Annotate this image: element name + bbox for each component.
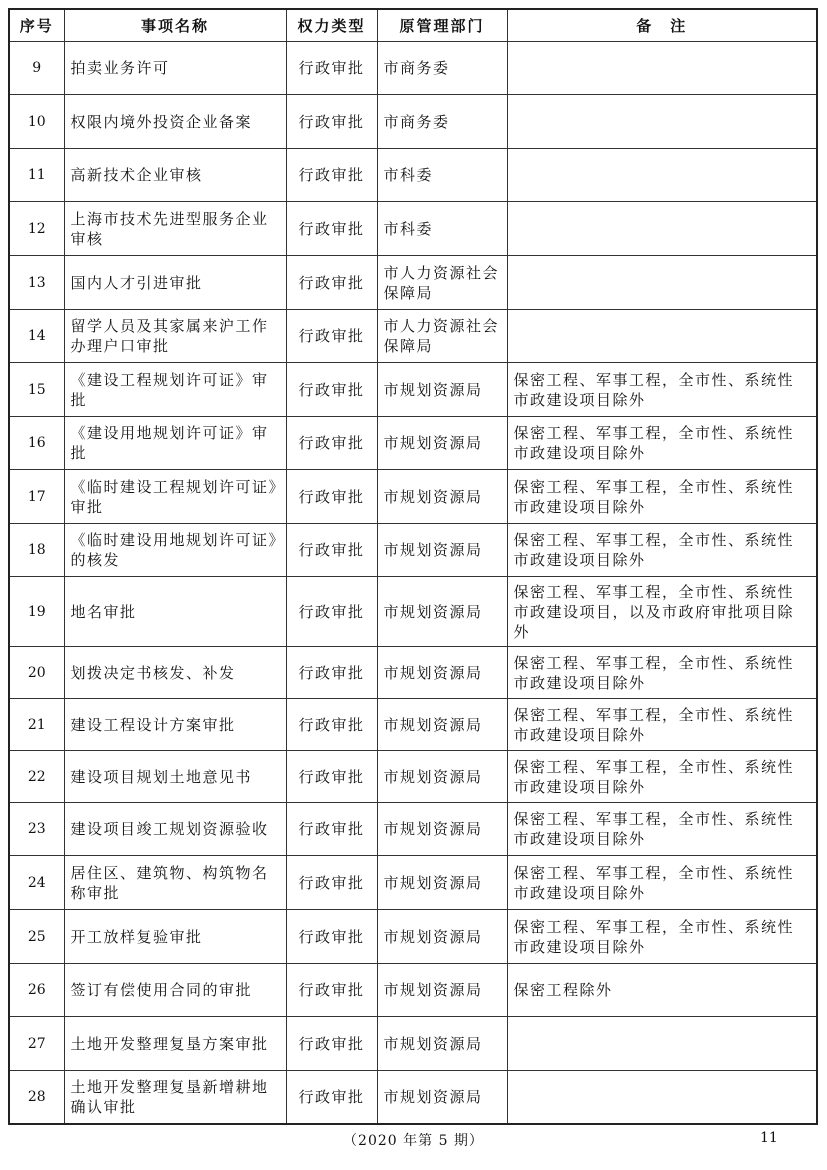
department-cell: 市科委 [377,202,507,256]
serial-number-cell: 13 [9,256,64,310]
item-name-cell: 建设项目规划土地意见书 [64,751,286,803]
department-cell: 市规划资源局 [377,470,507,524]
item-name-cell: 居住区、建筑物、构筑物名称审批 [64,856,286,910]
remarks-cell [507,1071,817,1124]
table-row [9,964,817,1017]
table-row [9,647,817,699]
serial-number-cell: 15 [9,363,64,417]
remarks-cell: 保密工程、军事工程，全市性、系统性市政建设项目除外 [507,363,817,417]
header-power-type: 权力类型 [286,9,377,42]
serial-number-cell: 21 [9,699,64,751]
remarks-cell: 保密工程、军事工程，全市性、系统性市政建设项目除外 [507,417,817,470]
item-name-cell: 建设项目竣工规划资源验收 [64,803,286,856]
power-type-cell: 行政审批 [286,577,377,647]
department-cell: 市规划资源局 [377,1071,507,1124]
remarks-cell: 保密工程、军事工程，全市性、系统性市政建设项目除外 [507,856,817,910]
power-type-cell: 行政审批 [286,202,377,256]
header-item-name: 事项名称 [64,9,286,42]
power-type-cell: 行政审批 [286,910,377,964]
serial-number-cell: 10 [9,95,64,149]
power-type-cell: 行政审批 [286,256,377,310]
power-type-cell: 行政审批 [286,647,377,699]
remarks-cell: 保密工程、军事工程，全市性、系统性市政建设项目除外 [507,470,817,524]
serial-number-cell: 11 [9,149,64,202]
remarks-cell: 保密工程、军事工程，全市性、系统性市政建设项目除外 [507,647,817,699]
power-type-cell: 行政审批 [286,42,377,95]
item-name-cell: 《临时建设用地规划许可证》的核发 [64,524,286,577]
serial-number-cell: 20 [9,647,64,699]
table-body [9,42,817,1124]
department-cell: 市规划资源局 [377,803,507,856]
department-cell: 市人力资源社会保障局 [377,256,507,310]
department-cell: 市规划资源局 [377,524,507,577]
serial-number-cell: 23 [9,803,64,856]
table-row [9,1071,817,1124]
remarks-cell: 保密工程、军事工程，全市性、系统性市政建设项目，以及市政府审批项目除外 [507,577,817,647]
table-row [9,310,817,363]
remarks-cell: 保密工程、军事工程，全市性、系统性市政建设项目除外 [507,751,817,803]
department-cell: 市规划资源局 [377,1017,507,1071]
power-type-cell: 行政审批 [286,524,377,577]
header-remarks: 备 注 [507,9,817,42]
serial-number-cell: 26 [9,964,64,1017]
serial-number-cell: 27 [9,1017,64,1071]
table-row [9,856,817,910]
table-row [9,202,817,256]
power-type-cell: 行政审批 [286,417,377,470]
remarks-cell: 保密工程、军事工程，全市性、系统性市政建设项目除外 [507,699,817,751]
department-cell: 市规划资源局 [377,647,507,699]
power-type-cell: 行政审批 [286,363,377,417]
page-footer [0,1130,827,1154]
table-row [9,42,817,95]
item-name-cell: 高新技术企业审核 [64,149,286,202]
table-row [9,577,817,647]
power-type-cell: 行政审批 [286,149,377,202]
remarks-cell [507,149,817,202]
serial-number-cell: 28 [9,1071,64,1124]
department-cell: 市规划资源局 [377,856,507,910]
power-type-cell: 行政审批 [286,95,377,149]
item-name-cell: 留学人员及其家属来沪工作办理户口审批 [64,310,286,363]
department-cell: 市规划资源局 [377,417,507,470]
header-serial-number: 序号 [9,9,64,42]
power-type-cell: 行政审批 [286,310,377,363]
table-row [9,524,817,577]
serial-number-cell: 18 [9,524,64,577]
remarks-cell: 保密工程、军事工程，全市性、系统性市政建设项目除外 [507,524,817,577]
serial-number-cell: 22 [9,751,64,803]
item-name-cell: 《临时建设工程规划许可证》审批 [64,470,286,524]
remarks-cell [507,310,817,363]
item-name-cell: 《建设工程规划许可证》审批 [64,363,286,417]
table-row [9,149,817,202]
item-name-cell: 土地开发整理复垦新增耕地确认审批 [64,1071,286,1124]
power-type-cell: 行政审批 [286,751,377,803]
item-name-cell: 上海市技术先进型服务企业审核 [64,202,286,256]
table-row [9,256,817,310]
department-cell: 市规划资源局 [377,577,507,647]
table-header-row [9,9,817,42]
serial-number-cell: 17 [9,470,64,524]
serial-number-cell: 9 [9,42,64,95]
power-type-cell: 行政审批 [286,699,377,751]
table-row [9,751,817,803]
item-name-cell: 拍卖业务许可 [64,42,286,95]
department-cell: 市规划资源局 [377,699,507,751]
department-cell: 市规划资源局 [377,910,507,964]
power-type-cell: 行政审批 [286,856,377,910]
page-number: 11 [760,1130,778,1146]
item-name-cell: 建设工程设计方案审批 [64,699,286,751]
approval-items-table [8,8,818,1125]
table-row [9,95,817,149]
serial-number-cell: 16 [9,417,64,470]
serial-number-cell: 19 [9,577,64,647]
department-cell: 市科委 [377,149,507,202]
item-name-cell: 签订有偿使用合同的审批 [64,964,286,1017]
table-row [9,470,817,524]
header-original-department: 原管理部门 [377,9,507,42]
power-type-cell: 行政审批 [286,964,377,1017]
remarks-cell: 保密工程、军事工程，全市性、系统性市政建设项目除外 [507,910,817,964]
item-name-cell: 地名审批 [64,577,286,647]
item-name-cell: 《建设用地规划许可证》审批 [64,417,286,470]
item-name-cell: 权限内境外投资企业备案 [64,95,286,149]
table-row [9,1017,817,1071]
remarks-cell [507,42,817,95]
department-cell: 市商务委 [377,42,507,95]
department-cell: 市规划资源局 [377,751,507,803]
department-cell: 市规划资源局 [377,964,507,1017]
table-row [9,417,817,470]
item-name-cell: 土地开发整理复垦方案审批 [64,1017,286,1071]
table-row [9,803,817,856]
power-type-cell: 行政审批 [286,1071,377,1124]
remarks-cell [507,1017,817,1071]
table-row [9,699,817,751]
power-type-cell: 行政审批 [286,470,377,524]
item-name-cell: 国内人才引进审批 [64,256,286,310]
department-cell: 市规划资源局 [377,363,507,417]
table-row [9,910,817,964]
power-type-cell: 行政审批 [286,803,377,856]
serial-number-cell: 25 [9,910,64,964]
table-row [9,363,817,417]
remarks-cell [507,95,817,149]
power-type-cell: 行政审批 [286,1017,377,1071]
remarks-cell [507,202,817,256]
item-name-cell: 开工放样复验审批 [64,910,286,964]
serial-number-cell: 14 [9,310,64,363]
serial-number-cell: 12 [9,202,64,256]
item-name-cell: 划拨决定书核发、补发 [64,647,286,699]
serial-number-cell: 24 [9,856,64,910]
remarks-cell [507,256,817,310]
remarks-cell: 保密工程除外 [507,964,817,1017]
department-cell: 市商务委 [377,95,507,149]
issue-label: （2020 年第 5 期） [343,1133,484,1149]
department-cell: 市人力资源社会保障局 [377,310,507,363]
remarks-cell: 保密工程、军事工程，全市性、系统性市政建设项目除外 [507,803,817,856]
